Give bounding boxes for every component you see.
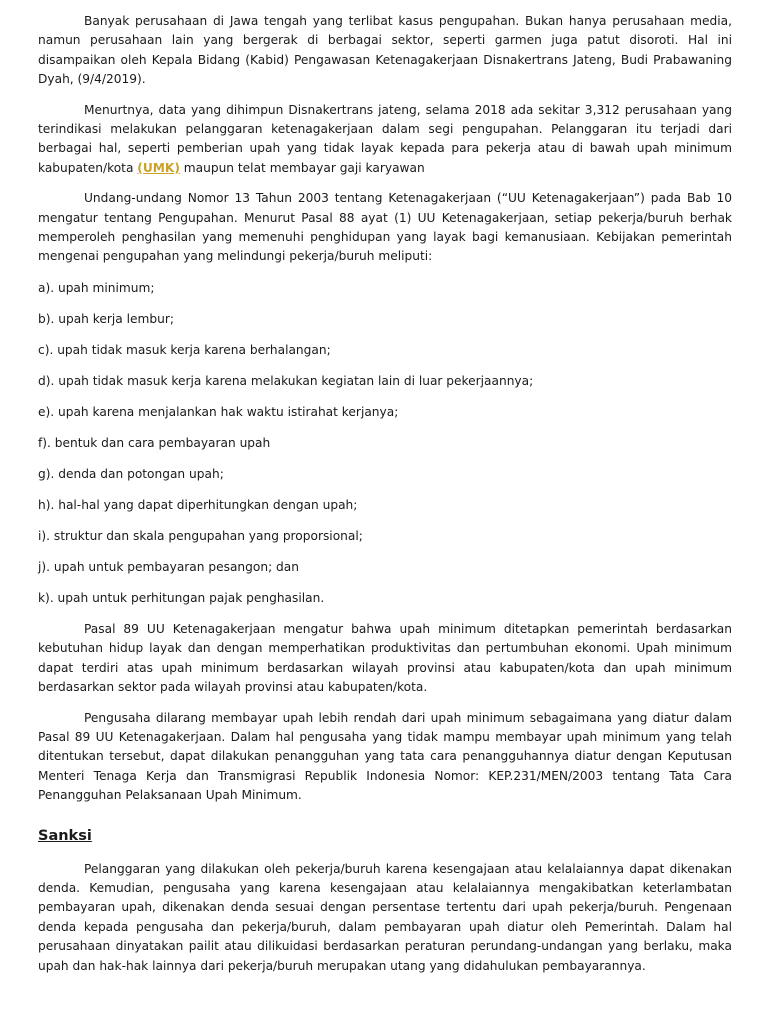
list-item: i). struktur dan skala pengupahan yang proporsional; [38,528,363,543]
paragraph-text: Menurtnya, data yang dihimpun Disnakertrans jateng, selama 2018 ada sekitar 3,312 perusahaan yang terindikasi melakukan pelanggaran ketenagakerjaan dalam segi pengupahan. Pelanggaran itu terjadi dari berbagai hal, seperti pemberian upah yang tidak layak kepada para pekerja atau di bawah upah minimum kabupaten/kota [38,102,732,175]
paragraph-text: maupun telat membayar gaji karyawan [179,160,425,175]
umk-link[interactable]: (UMK) [137,160,180,175]
list-item: j). upah untuk pembayaran pesangon; dan [38,559,299,574]
list-item: c). upah tidak masuk kerja karena berhalangan; [38,342,331,357]
list-item: h). hal-hal yang dapat diperhitungkan dengan upah; [38,497,358,512]
paragraph-prohibition: Pengusaha dilarang membayar upah lebih rendah dari upah minimum sebagaimana yang diatur dalam Pasal 89 UU Ketenagakerjaan. Dalam hal pengusaha yang tidak mampu membayar upah minimum yang telah ditentukan tersebut, dapat dilakukan penangguhan yang tata cara penangguhannya diatur dengan Keputusan Menteri Tenaga Kerja dan Transmigrasi Republik Indonesia Nomor: KEP.231/MEN/2003 tentang Tata Cara Penangguhan Pelaksanaan Upah Minimum. [38,710,732,803]
section-heading-sanksi: Sanksi [38,827,92,844]
list-item: a). upah minimum; [38,280,155,295]
list-item: f). bentuk dan cara pembayaran upah [38,435,271,450]
paragraph-pasal-89: Pasal 89 UU Ketenagakerjaan mengatur bahwa upah minimum ditetapkan pemerintah berdasarkan kebutuhan hidup layak dan dengan memperhatikan produktivitas dan pertumbuhan ekonomi. Upah minimum dapat terdiri atas upah minimum berdasarkan wilayah provinsi atau kabupaten/kota dan upah minimum berdasarkan sektor pada wilayah provinsi atau kabupaten/kota. [38,621,732,695]
list-item: g). denda dan potongan upah; [38,466,224,481]
policy-list [38,279,732,608]
paragraph-intro: Banyak perusahaan di Jawa tengah yang terlibat kasus pengupahan. Bukan hanya perusahaan media, namun perusahaan lain yang bergerak di berbagai sektor, seperti garmen juga patut disoroti. Hal ini disampaikan oleh Kepala Bidang (Kabid) Pengawasan Ketenagakerjaan Disnakertrans Jateng, Budi Prabawaning Dyah, (9/4/2019). [38,14,732,87]
list-item: d). upah tidak masuk kerja karena melakukan kegiatan lain di luar pekerjaannya; [38,373,534,388]
list-item: b). upah kerja lembur; [38,311,174,326]
paragraph-data-violations [38,101,732,179]
paragraph-law: Undang-undang Nomor 13 Tahun 2003 tentang Ketenagakerjaan (“UU Ketenagakerjaan”) pada Bab 10 mengatur tentang Pengupahan. Menurut Pasal 88 ayat (1) UU Ketenagakerjaan, setiap pekerja/buruh berhak memperoleh penghasilan yang memenuhi penghidupan yang layak bagi kemanusiaan. Kebijakan pemerintah mengenai pengupahan yang melindungi pekerja/buruh meliputi: [38,191,732,264]
list-item: k). upah untuk perhitungan pajak penghasilan. [38,590,325,605]
list-item: e). upah karena menjalankan hak waktu istirahat kerjanya; [38,404,399,419]
paragraph-sanctions: Pelanggaran yang dilakukan oleh pekerja/buruh karena kesengajaan atau kelalaiannya dapat dikenakan denda. Kemudian, pengusaha yang karena kesengajaan atau kelalaiannya mengakibatkan keterlambatan pembayaran upah, dikenakan denda sesuai dengan persentase tertentu dari upah pekerja/buruh. Pengenaan denda kepada pengusaha dan pekerja/buruh, dalam pembayaran upah diatur oleh Pemerintah. Dalam hal perusahaan dinyatakan pailit atau dilikuidasi berdasarkan peraturan perundang-undangan yang berlaku, maka upah dan hak-hak lainnya dari pekerja/buruh merupakan utang yang didahulukan pembayarannya. [38,861,732,973]
